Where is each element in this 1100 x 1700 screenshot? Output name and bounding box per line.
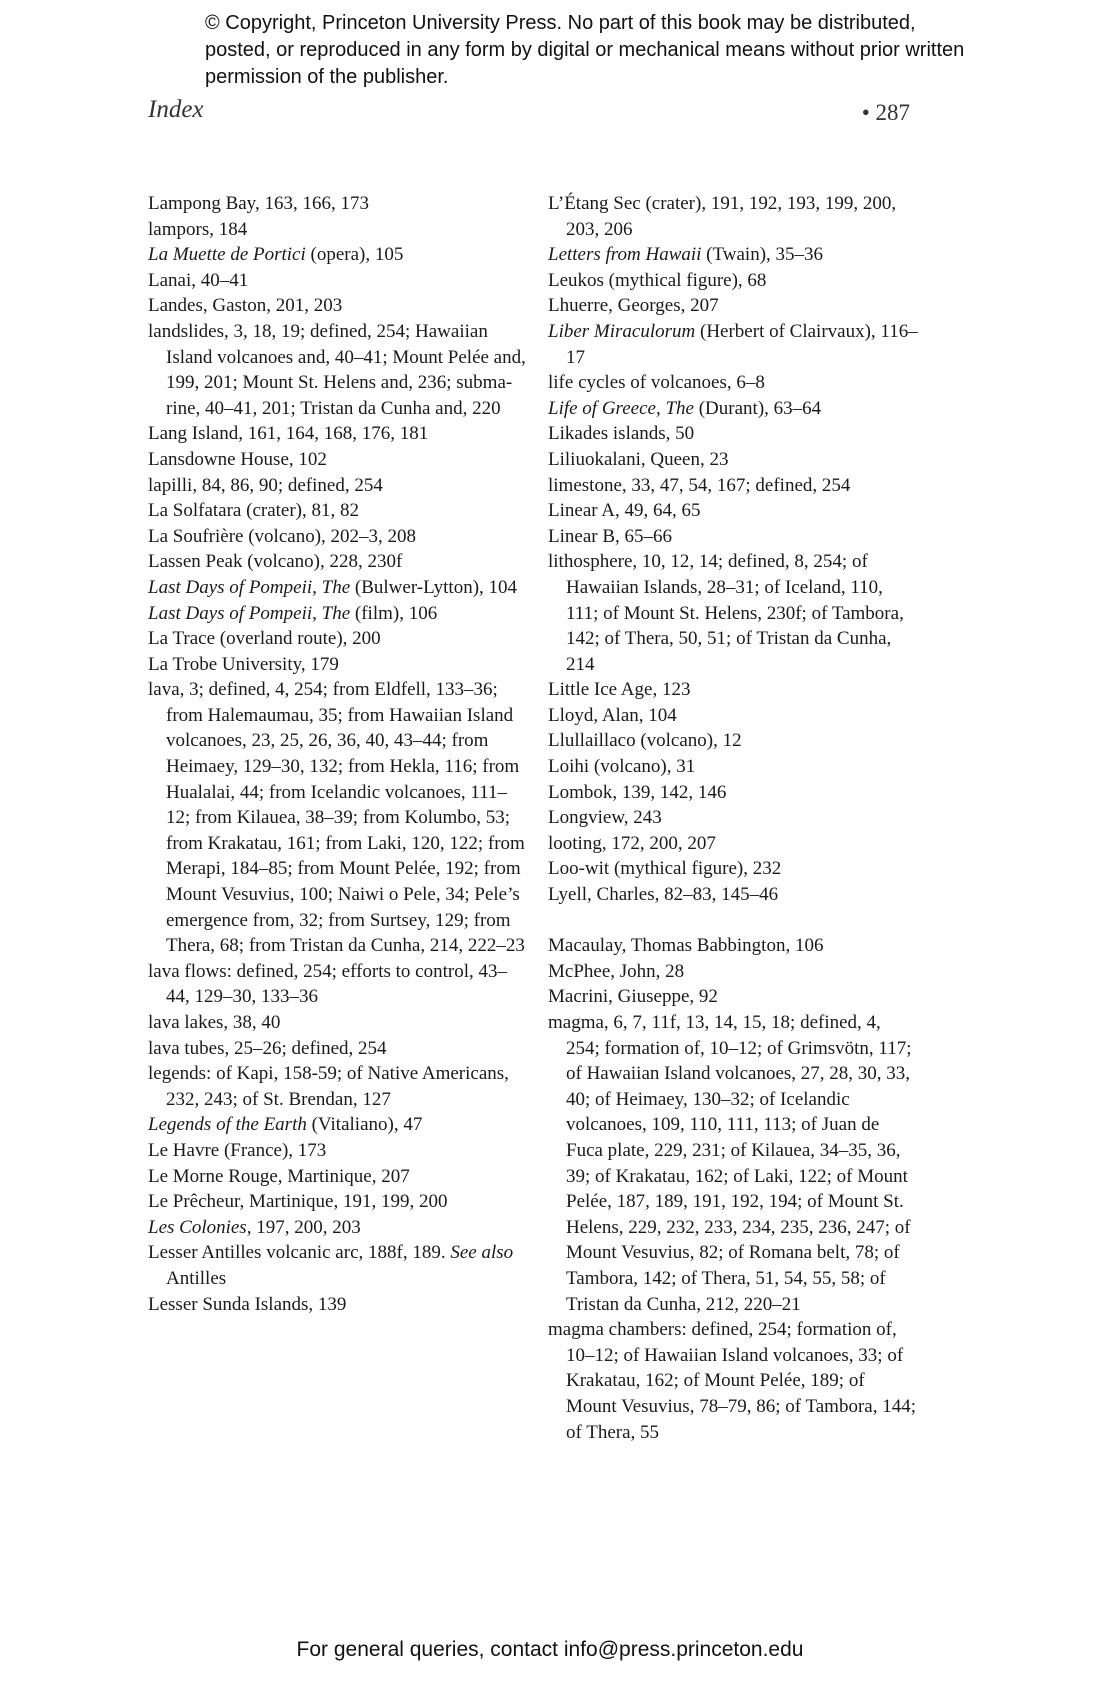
index-entry [548, 447, 918, 473]
entry-text: Lyell, Charles, 82–83, 145–46 [548, 884, 779, 906]
copyright-notice: © Copyright, Princeton University Press. No part of this book may be distributed, posted, or reproduced in any form by digital or mechanical means without prior written permission of the publisher. [205, 12, 965, 88]
entry-title-italic: Les Colonies, [148, 1216, 252, 1238]
entry-text: Loihi (volcano), 31 [548, 756, 696, 778]
entry-text: (Twain), 35–36 [701, 244, 824, 266]
index-entry [548, 856, 918, 882]
entry-text: legends: of Kapi, 158-59; of Native Americans, 232, 243; of St. Brendan, 127 [148, 1063, 509, 1110]
entry-text: limestone, 33, 47, 54, 167; defined, 254 [548, 474, 851, 496]
index-entry [548, 959, 918, 985]
entry-text: Loo-wit (mythical figure), 232 [548, 858, 782, 880]
index-entry [548, 191, 918, 242]
entry-text: lampors, 184 [148, 218, 248, 240]
entry-text: La Soufrière (volcano), 202–3, 208 [148, 525, 417, 547]
entry-title-italic: Life of Greece, The [548, 397, 694, 419]
index-entry [148, 601, 528, 627]
entry-title-italic: Legends of the Earth [148, 1114, 307, 1136]
index-entry [548, 1317, 918, 1445]
entry-text: lapilli, 84, 86, 90; defined, 254 [148, 474, 383, 496]
index-entry [148, 191, 528, 217]
index-entry [548, 703, 918, 729]
entry-text: 197, 200, 203 [251, 1216, 361, 1238]
entry-text: Macrini, Giuseppe, 92 [548, 986, 718, 1008]
index-entry [148, 575, 528, 601]
index-entry [148, 524, 528, 550]
entry-text: landslides, 3, 18, 19; defined, 254; Hawaiian Island volcanoes and, 40–41; Mount Pelée and, 199, 201; Mount St. Helens and, 236; submarine, 40–41, 201; Tristan da Cunha and, 220 [148, 320, 526, 419]
index-entry [548, 754, 918, 780]
index-entry [548, 549, 918, 677]
index-entry [148, 1138, 528, 1164]
index-entry [548, 1010, 918, 1317]
index-entry [148, 473, 528, 499]
see-also-label: See also [450, 1242, 514, 1264]
entry-text: Macaulay, Thomas Babbington, 106 [548, 935, 824, 957]
index-entry [148, 1215, 528, 1241]
entry-text: Lesser Sunda Islands, 139 [148, 1293, 347, 1315]
index-column-right [548, 191, 918, 1445]
index-entry [148, 1292, 528, 1318]
index-entry [148, 293, 528, 319]
entry-text: La Trobe University, 179 [148, 653, 339, 675]
index-entry [148, 498, 528, 524]
entry-text: Liliuokalani, Queen, 23 [548, 448, 729, 470]
entry-text: Lampong Bay, 163, 166, 173 [148, 193, 369, 214]
index-entry [548, 831, 918, 857]
entry-text: Landes, Gaston, 201, 203 [148, 295, 343, 317]
entry-text: Llullaillaco (volcano), 12 [548, 730, 742, 752]
entry-text: lithosphere, 10, 12, 14; defined, 8, 254; of Hawaiian Islands, 28–31; of Iceland, 110, 111; of Mount St. Helens, 230f; of Tambora, 142; of Thera, 50, 51; of Tristan da Cunha, 214 [548, 551, 904, 675]
index-entry [548, 524, 918, 550]
running-title: Index [148, 96, 204, 123]
entry-text: Lombok, 139, 142, 146 [548, 781, 727, 803]
entry-text: lava, 3; defined, 4, 254; from Eldfell, 133–36; from Halemaumau, 35; from Hawaiian Island volcanoes, 23, 25, 26, 36, 40, 43–44; from Heimaey, 129–30, 132; from Hekla, 116; from Hualalai, 44; from Icelandic volcanoes, 111–12; from Kilauea, 38–39; from Kolumbo, 53; from Krakatau, 161; from Laki, 120, 122; from Merapi, 184–85; from Mount Pelée, 192; from Mount Vesuvius, 100; Naiwi o Pele, 34; Pele’s emergence from, 32; from Surtsey, 129; from Thera, 68; from Tristan da Cunha, 214, 222–23 [148, 679, 525, 957]
index-entry [548, 728, 918, 754]
entry-text: Lesser Antilles volcanic arc, 188f, 189. [148, 1242, 451, 1264]
index-entry [548, 498, 918, 524]
index-entry [548, 984, 918, 1010]
index-entry [548, 370, 918, 396]
entry-text: Leukos (mythical figure), 68 [548, 269, 767, 291]
index-entry [148, 959, 528, 1010]
entry-text: magma, 6, 7, 11f, 13, 14, 15, 18; defined, 4, 254; formation of, 10–12; of Grimsvötn, 117; of Hawaiian Island volcanoes, 27, 28, 30, 33, 40; of Heimaey, 130–32; of Icelandic volcanoes, 109, 110, 111, 113; of Juan de Fuca plate, 229, 231; of Kilauea, 34–35, 36, 39; of Krakatau, 162; of Laki, 122; of Mount Pelée, 187, 189, 191, 192, 194; of Mount St. Helens, 229, 232, 233, 234, 235, 236, 247; of Mount Vesuvius, 82; of Romana belt, 78; of Tambora, 142; of Thera, 51, 54, 55, 58; of Tristan da Cunha, 212, 220–21 [548, 1012, 912, 1315]
entry-text: Lang Island, 161, 164, 168, 176, 181 [148, 423, 429, 445]
entry-text: looting, 172, 200, 207 [548, 832, 716, 854]
entry-text: L’Étang Sec (crater), 191, 192, 193, 199, 200, 203, 206 [548, 193, 897, 240]
index-entry [548, 396, 918, 422]
index-entry [148, 1112, 528, 1138]
index-entry [148, 268, 528, 294]
index-entry [548, 805, 918, 831]
entry-text: lava flows: defined, 254; efforts to control, 43–44, 129–30, 133–36 [148, 960, 507, 1008]
index-entry [148, 652, 528, 678]
index-column-left [148, 191, 528, 1317]
index-entry [548, 268, 918, 294]
entry-text: (Durant), 63–64 [693, 397, 822, 419]
index-entry [548, 473, 918, 499]
entry-text: Linear A, 49, 64, 65 [548, 500, 701, 522]
index-entry [148, 1189, 528, 1215]
index-entry [548, 677, 918, 703]
index-entry [148, 217, 528, 243]
index-entry [548, 933, 918, 959]
entry-text: Lhuerre, Georges, 207 [548, 295, 719, 317]
entry-text: Le Morne Rouge, Martinique, 207 [148, 1165, 410, 1187]
index-entry [148, 319, 528, 421]
index-entry [148, 242, 528, 268]
index-entry [148, 1164, 528, 1190]
entry-text: La Solfatara (crater), 81, 82 [148, 500, 360, 522]
entry-text: Longview, 243 [548, 807, 662, 829]
entry-title-italic: Letters from Hawaii [548, 244, 702, 266]
index-entry [548, 242, 918, 268]
entry-title-italic: Last Days of Pompeii, The [148, 602, 351, 624]
entry-title-italic: Liber Miraculorum [548, 320, 696, 342]
index-entry [148, 1036, 528, 1062]
entry-text: Le Havre (France), 173 [148, 1139, 327, 1161]
entry-text: (opera), 105 [305, 244, 404, 266]
entry-text: (film), 106 [350, 602, 438, 624]
index-entry [548, 319, 918, 370]
index-entry [148, 1010, 528, 1036]
entry-text: (Bulwer-Lytton), 104 [350, 576, 518, 598]
index-entry [148, 677, 528, 959]
entry-text: life cycles of volcanoes, 6–8 [548, 372, 765, 394]
entry-text: lava lakes, 38, 40 [148, 1012, 281, 1033]
entry-text: Linear B, 65–66 [548, 525, 673, 547]
entry-text: Lassen Peak (volcano), 228, 230f [148, 551, 403, 573]
index-entry [548, 293, 918, 319]
see-also-target: Antilles [166, 1267, 227, 1289]
index-entry [148, 549, 528, 575]
entry-text: Lloyd, Alan, 104 [548, 704, 677, 726]
index-entry [548, 882, 918, 908]
entry-text: McPhee, John, 28 [548, 960, 685, 982]
entry-text: lava tubes, 25–26; defined, 254 [148, 1037, 387, 1059]
entry-text: Lansdowne House, 102 [148, 448, 327, 470]
page-number: • 287 [861, 100, 910, 125]
entry-text: Little Ice Age, 123 [548, 679, 691, 701]
footer-contact: For general queries, contact info@press.princeton.edu [296, 1638, 804, 1661]
index-entry [548, 780, 918, 806]
entry-text: La Trace (overland route), 200 [148, 628, 381, 650]
index-entry [148, 447, 528, 473]
index-entry [148, 1061, 528, 1112]
entry-title-italic: Last Days of Pompeii, The [148, 576, 351, 598]
index-entry [148, 626, 528, 652]
index-entry [148, 1240, 528, 1291]
entry-text: Le Prêcheur, Martinique, 191, 199, 200 [148, 1191, 448, 1213]
entry-title-italic: La Muette de Portici [148, 244, 306, 266]
entry-text: magma chambers: defined, 254; formation of, 10–12; of Hawaiian Island volcanoes, 33; of Krakatau, 162; of Mount Pelée, 189; of Mount Vesuvius, 78–79, 86; of Tambora, 144; of Thera, 55 [548, 1319, 916, 1443]
entry-text: (Herbert of Clairvaux), 116–17 [566, 320, 918, 368]
entry-text: Lanai, 40–41 [148, 269, 249, 291]
entry-text: Likades islands, 50 [548, 423, 695, 445]
entry-text: (Vitaliano), 47 [306, 1114, 423, 1136]
index-entry [548, 421, 918, 447]
index-entry [148, 421, 528, 447]
